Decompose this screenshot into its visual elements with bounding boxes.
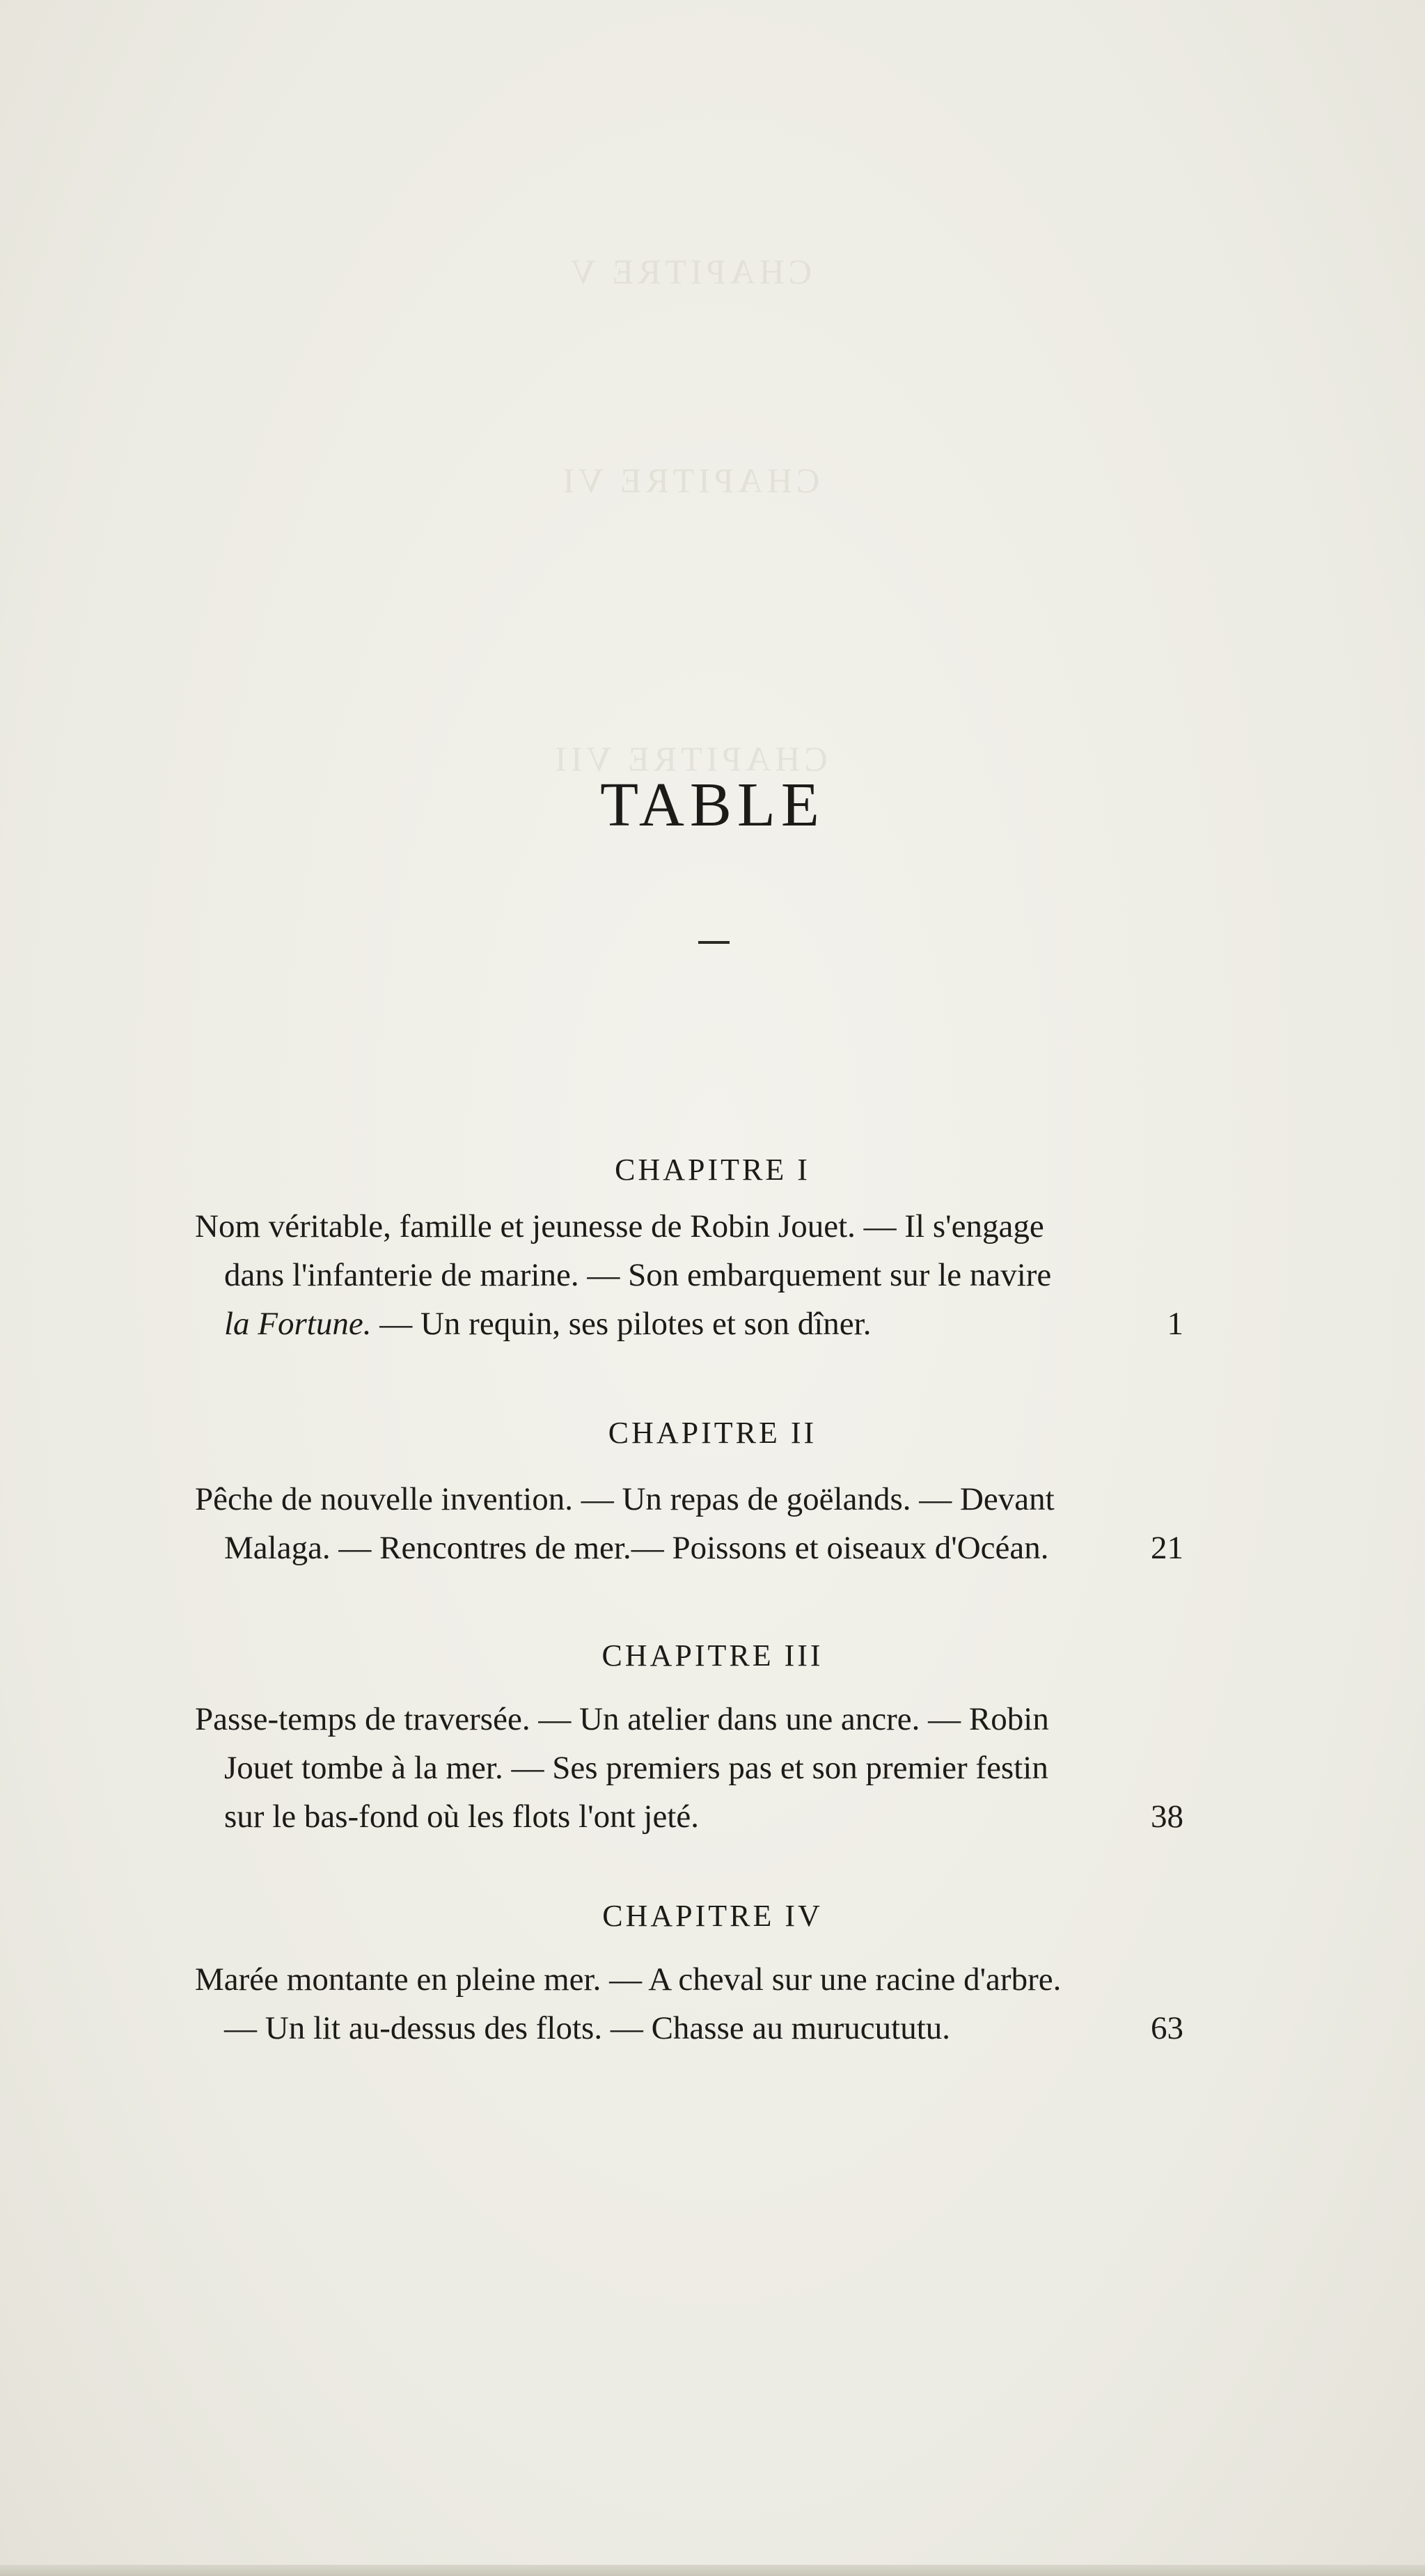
page-edge: [0, 2565, 1425, 2576]
ship-name: la Fortune.: [224, 1306, 372, 1342]
page-number: 38: [1151, 1799, 1183, 1835]
page-number: 21: [1151, 1530, 1183, 1566]
entry-line: sur le bas-fond où les flots l'ont jeté.: [224, 1799, 700, 1835]
chapter-heading: CHAPITRE III: [601, 1638, 824, 1673]
page-number: 1: [1167, 1306, 1183, 1342]
chapter-heading: CHAPITRE IV: [602, 1899, 823, 1933]
entry-line: Nom véritable, famille et jeunesse de Robin Jouet. — Il s'engage: [195, 1208, 1044, 1244]
page-number: 63: [1151, 2010, 1183, 2046]
entry-line: Marée montante en pleine mer. — A cheval sur une racine d'arbre.: [195, 1961, 1062, 1998]
entry-line: — Un lit au-dessus des flots. — Chasse au murucututu.: [224, 2010, 951, 2046]
show-through-texture: CHAPITRE V CHAPITRE VI CHAPITRE VII: [551, 252, 828, 778]
title-divider: [698, 941, 730, 944]
entry-line: Pêche de nouvelle invention. — Un repas de goëlands. — Devant: [195, 1481, 1055, 1517]
entry-line: Jouet tombe à la mer. — Ses premiers pas et son premier festin: [224, 1750, 1048, 1786]
page-title: TABLE: [600, 771, 825, 840]
entry-line-rest: — Un requin, ses pilotes et son dîner.: [379, 1306, 872, 1342]
chapter-heading: CHAPITRE I: [615, 1153, 810, 1187]
entry-line: [224, 1305, 871, 1343]
entry-line: Passe-temps de traversée. — Un atelier dans une ancre. — Robin: [195, 1701, 1049, 1737]
chapter-heading: CHAPITRE II: [608, 1416, 817, 1450]
entry-line: dans l'infanterie de marine. — Son embarquement sur le navire: [224, 1257, 1052, 1293]
entry-line: Malaga. — Rencontres de mer.— Poissons et oiseaux d'Océan.: [224, 1530, 1049, 1566]
